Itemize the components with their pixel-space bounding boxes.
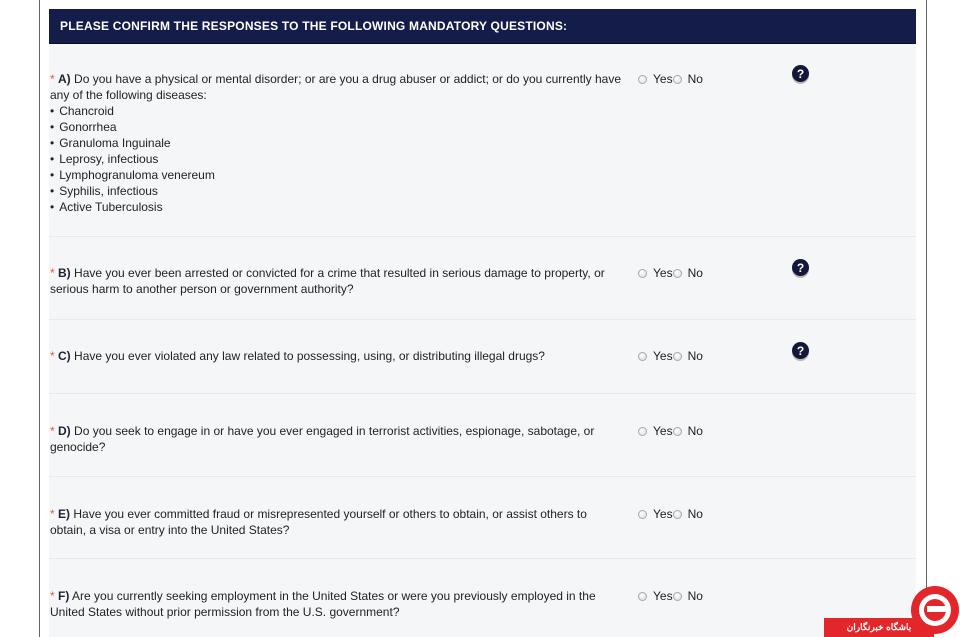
- question-letter: B): [58, 266, 71, 280]
- list-item: • Granuloma Inguinale: [50, 135, 622, 151]
- yes-label: Yes: [653, 72, 673, 86]
- question-text-e: [50, 506, 622, 538]
- no-label: No: [687, 266, 703, 280]
- no-label: No: [687, 72, 703, 86]
- list-item: • Active Tuberculosis: [50, 199, 622, 215]
- question-letter: A): [58, 72, 71, 86]
- question-text-b: [50, 265, 622, 297]
- question-text-c: [50, 348, 622, 364]
- yes-radio-b[interactable]: [638, 269, 647, 278]
- no-radio-b[interactable]: [673, 269, 682, 278]
- question-text-d: [50, 423, 622, 455]
- yes-radio-e[interactable]: [638, 510, 647, 519]
- answer-options-a: [638, 71, 705, 87]
- question-row-e: [49, 477, 916, 559]
- required-marker: *: [50, 349, 55, 363]
- no-label: No: [687, 589, 703, 603]
- question-body: Have you ever committed fraud or misrepresented yourself or others to obtain, or assist others to obtain, a visa or entry into the United States?: [50, 507, 587, 537]
- list-item: • Chancroid: [50, 103, 622, 119]
- watermark-text: باشگاه خبرنگاران: [846, 622, 912, 632]
- required-marker: *: [50, 589, 55, 603]
- watermark-logo-icon: [905, 584, 960, 637]
- question-letter: E): [58, 507, 71, 521]
- question-letter: C): [58, 349, 71, 363]
- yes-label: Yes: [653, 266, 673, 280]
- question-body: Have you ever violated any law related to possessing, using, or distributing illegal drugs?: [74, 349, 545, 363]
- answer-options-c: [638, 348, 705, 364]
- list-item: • Lymphogranuloma venereum: [50, 167, 622, 183]
- question-body: Do you seek to engage in or have you ever engaged in terrorist activities, espionage, sabotage, or genocide?: [50, 424, 595, 454]
- yes-label: Yes: [653, 589, 673, 603]
- question-row-b: [49, 237, 916, 320]
- yes-radio-a[interactable]: [638, 75, 647, 84]
- no-radio-f[interactable]: [673, 592, 682, 601]
- help-icon[interactable]: ?: [792, 65, 809, 82]
- question-text-a: [50, 71, 622, 215]
- answer-options-d: [638, 423, 705, 439]
- section-header: [49, 9, 916, 44]
- no-radio-e[interactable]: [673, 510, 682, 519]
- help-icon[interactable]: ?: [792, 342, 809, 359]
- yes-label: Yes: [653, 424, 673, 438]
- answer-options-f: [638, 588, 705, 604]
- question-body: Have you ever been arrested or convicted for a crime that resulted in serious damage to property, or serious harm to another person or government authority?: [50, 266, 605, 296]
- no-label: No: [687, 507, 703, 521]
- mandatory-questions-panel: [49, 9, 916, 637]
- question-body: Are you currently seeking employment in the United States or were you previously employed in the United States without prior permission from the U.S. government?: [50, 589, 596, 619]
- required-marker: *: [50, 72, 55, 86]
- yes-radio-d[interactable]: [638, 427, 647, 436]
- list-item: • Gonorrhea: [50, 119, 622, 135]
- disease-list: [50, 103, 622, 215]
- answer-options-e: [638, 506, 705, 522]
- yes-label: Yes: [653, 349, 673, 363]
- required-marker: *: [50, 507, 55, 521]
- question-row-d: [49, 394, 916, 477]
- yes-radio-c[interactable]: [638, 352, 647, 361]
- yes-radio-f[interactable]: [638, 592, 647, 601]
- yes-label: Yes: [653, 507, 673, 521]
- page-border-left: [39, 0, 40, 637]
- question-body: Do you have a physical or mental disorder; or are you a drug abuser or addict; or do you currently have any of the following diseases:: [50, 72, 621, 102]
- required-marker: *: [50, 424, 55, 438]
- list-item: • Syphilis, infectious: [50, 183, 622, 199]
- answer-options-b: [638, 265, 705, 281]
- no-radio-a[interactable]: [673, 75, 682, 84]
- question-row-a: [49, 43, 916, 237]
- section-title: PLEASE CONFIRM THE RESPONSES TO THE FOLLOWING MANDATORY QUESTIONS:: [60, 19, 568, 33]
- no-radio-c[interactable]: [673, 352, 682, 361]
- page-border-right: [926, 0, 927, 637]
- list-item: • Leprosy, infectious: [50, 151, 622, 167]
- no-label: No: [687, 349, 703, 363]
- question-letter: D): [58, 424, 71, 438]
- no-radio-d[interactable]: [673, 427, 682, 436]
- question-text-f: [50, 588, 622, 620]
- question-row-f: [49, 559, 916, 637]
- required-marker: *: [50, 266, 55, 280]
- question-row-c: [49, 320, 916, 394]
- no-label: No: [687, 424, 703, 438]
- help-icon[interactable]: ?: [792, 259, 809, 276]
- question-letter: F): [58, 589, 70, 603]
